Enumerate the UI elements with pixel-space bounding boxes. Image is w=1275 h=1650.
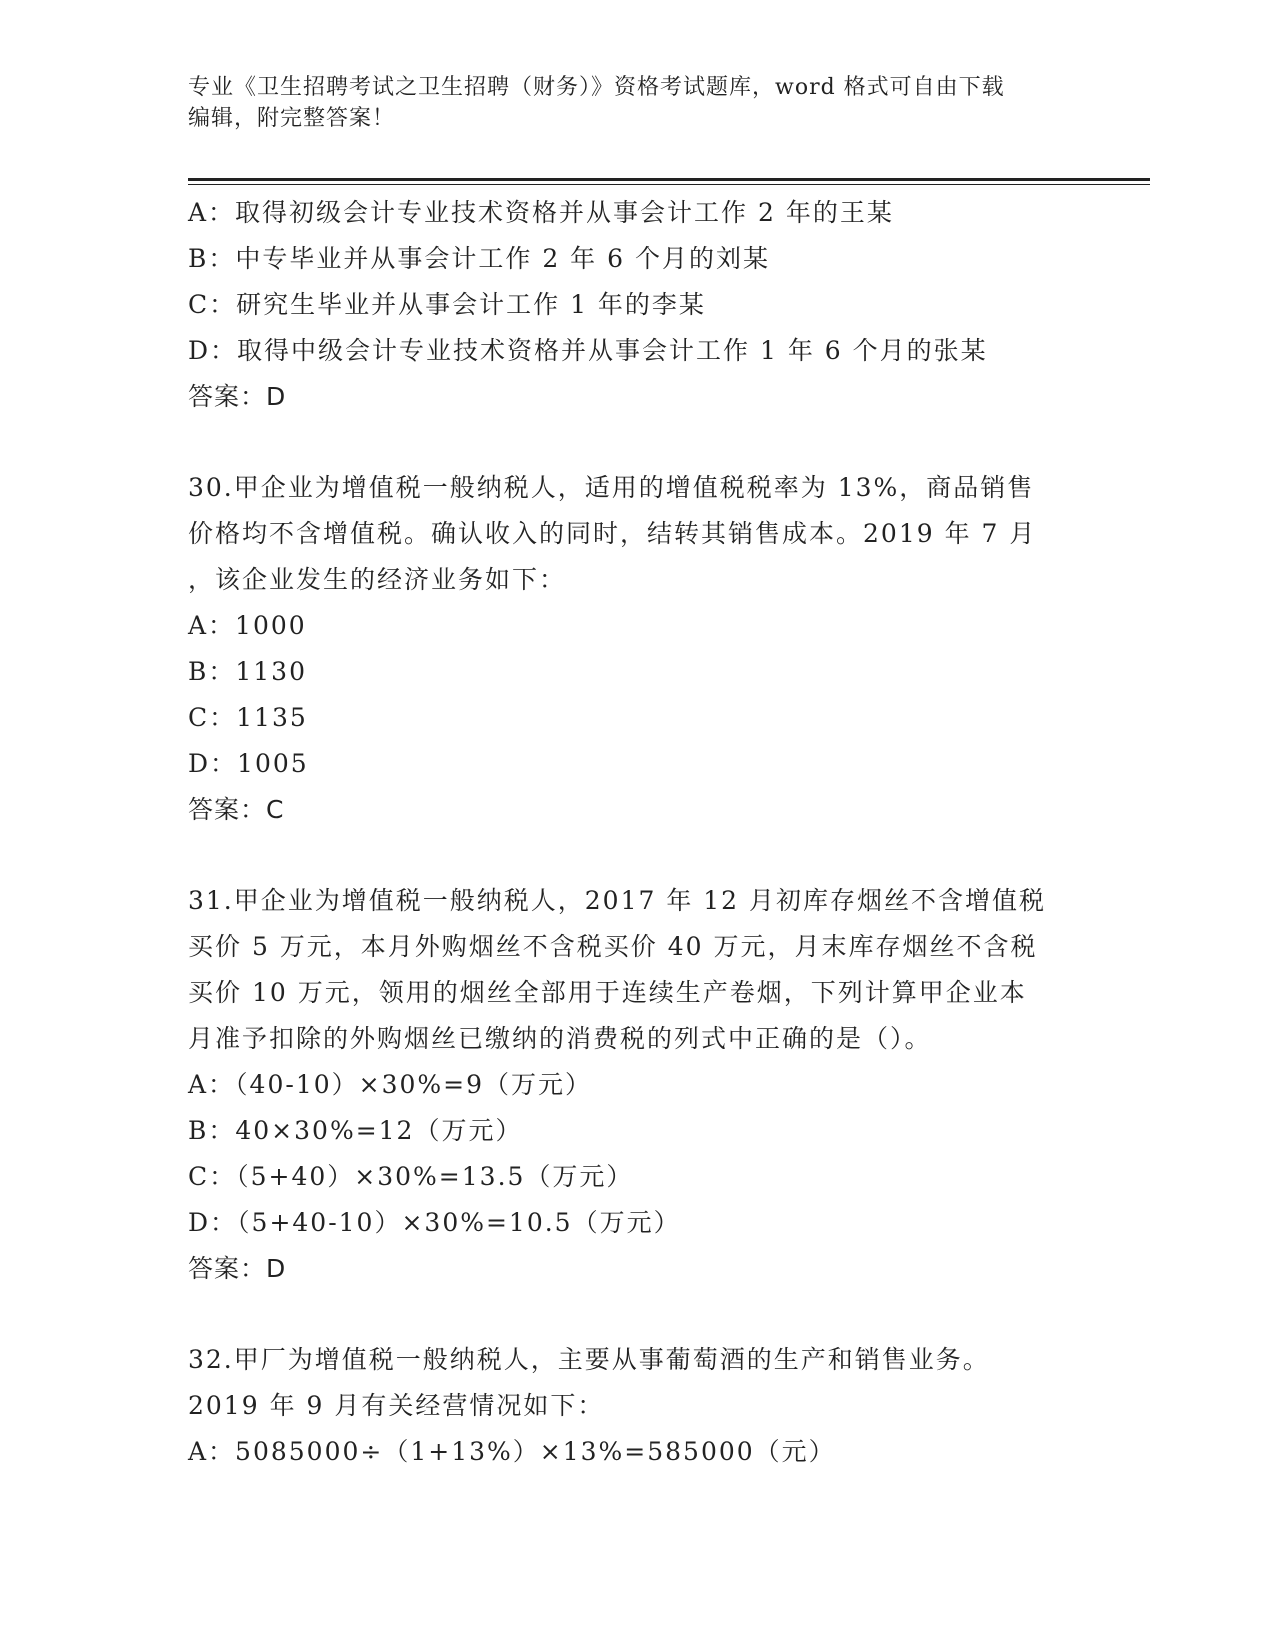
- header-line-1: 专业《卫生招聘考试之卫生招聘（财务）》资格考试题库，word 格式可自由下载: [188, 75, 1005, 100]
- option-b: B：40×30%=12（万元）: [188, 1116, 523, 1145]
- answer-label: 答案：D: [188, 1254, 287, 1283]
- answer-label: 答案：D: [188, 382, 287, 411]
- answer-label: 答案：C: [188, 795, 285, 824]
- option-b: B：1130: [188, 657, 307, 686]
- question-list: [188, 190, 1088, 1475]
- option-d: D：（5+40-10）×30%=10.5（万元）: [188, 1208, 681, 1237]
- question-stem-line: 31.甲企业为增值税一般纳税人，2017 年 12 月初库存烟丝不含增值税: [188, 886, 1047, 915]
- option-c: C：研究生毕业并从事会计工作 1 年的李某: [188, 290, 706, 319]
- header-line-2: 编辑，附完整答案！: [188, 106, 396, 131]
- question-spacer: [188, 420, 1088, 465]
- question-stem-line: 月准予扣除的外购烟丝已缴纳的消费税的列式中正确的是（）。: [188, 1024, 932, 1053]
- option-b: B：中专毕业并从事会计工作 2 年 6 个月的刘某: [188, 244, 770, 273]
- option-a: A：（40-10）×30%=9（万元）: [188, 1070, 592, 1099]
- question-stem-line: ，该企业发生的经济业务如下：: [188, 565, 567, 594]
- option-c: C：（5+40）×30%=13.5（万元）: [188, 1162, 634, 1191]
- question-stem-line: 价格均不含增值税。确认收入的同时，结转其销售成本。2019 年 7 月: [188, 519, 1037, 548]
- header-rule-thick: [188, 178, 1150, 181]
- question-stem-line: 买价 10 万元，领用的烟丝全部用于连续生产卷烟，下列计算甲企业本: [188, 978, 1027, 1007]
- question-spacer: [188, 1292, 1088, 1337]
- question-31: [188, 878, 1088, 1292]
- option-a: A：5085000÷（1+13%）×13%=585000（元）: [188, 1437, 836, 1466]
- question-stem-line: 买价 5 万元，本月外购烟丝不含税买价 40 万元，月末库存烟丝不含税: [188, 932, 1038, 961]
- question-stem-line: 32.甲厂为增值税一般纳税人，主要从事葡萄酒的生产和销售业务。: [188, 1345, 990, 1374]
- header-rule-thin: [188, 184, 1150, 185]
- option-d: D：取得中级会计专业技术资格并从事会计工作 1 年 6 个月的张某: [188, 336, 988, 365]
- option-c: C：1135: [188, 703, 308, 732]
- document-header: [188, 72, 1068, 134]
- option-a: A：1000: [188, 611, 307, 640]
- question-29: [188, 190, 1088, 420]
- question-spacer: [188, 833, 1088, 878]
- option-d: D：1005: [188, 749, 309, 778]
- question-stem-line: 2019 年 9 月有关经营情况如下：: [188, 1391, 605, 1420]
- question-30: [188, 465, 1088, 833]
- question-stem-line: 30.甲企业为增值税一般纳税人，适用的增值税税率为 13%，商品销售: [188, 473, 1035, 502]
- option-a: A：取得初级会计专业技术资格并从事会计工作 2 年的王某: [188, 198, 894, 227]
- question-32: [188, 1337, 1088, 1475]
